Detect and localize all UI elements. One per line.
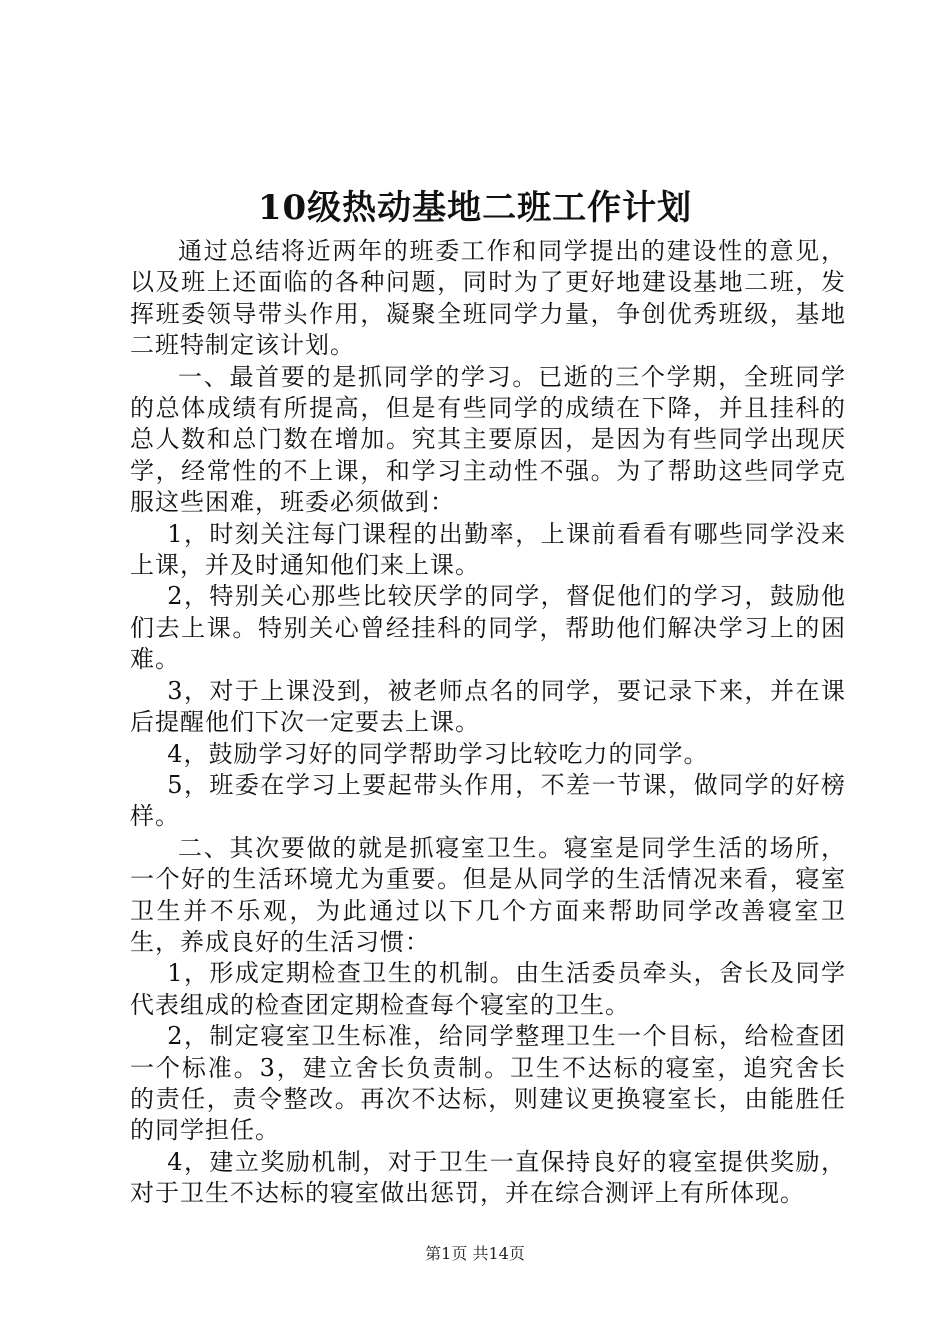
study-item-4: 4，鼓励学习好的同学帮助学习比较吃力的同学。: [167, 739, 709, 768]
section-study-heading-paragraph: 一、最首要的是抓同学的学习。已逝的三个学期，全班同学的总体成绩有所提高，但是有些同学的成绩在下降，并且挂科的总人数和总门数在增加。究其主要原因，是因为有些同学出现厌学，经常性的不上课，和学习主动性不强。为了帮助这些同学克服这些困难，班委必须做到：: [130, 362, 846, 517]
study-item-3: 3，对于上课没到，被老师点名的同学，要记录下来，并在课后提醒他们下次一定要去上课。: [130, 676, 846, 737]
page-footer: [0, 1243, 950, 1265]
intro-paragraph: 通过总结将近两年的班委工作和同学提出的建设性的意见，以及班上还面临的各种问题，同时为了更好地建设基地二班，发挥班委领导带头作用，凝聚全班同学力量，争创优秀班级，基地二班特制定该计划。: [130, 237, 846, 360]
dorm-item-2-3: 2，制定寝室卫生标准，给同学整理卫生一个目标，给检查团一个标准。3，建立舍长负责制。卫生不达标的寝室，追究舍长的责任，责令整改。再次不达标，则建议更换寝室长，由能胜任的同学担任。: [130, 1022, 846, 1145]
study-item-1: 1，时刻关注每门课程的出勤率，上课前看看有哪些同学没来上课，并及时通知他们来上课。: [130, 519, 846, 580]
page-number: 第1页: [425, 1244, 468, 1263]
dorm-item-4: 4，建立奖励机制，对于卫生一直保持良好的寝室提供奖励，对于卫生不达标的寝室做出惩罚，并在综合测评上有所体现。: [130, 1147, 846, 1208]
page-total: 共14页: [472, 1244, 525, 1263]
document-body: [130, 236, 846, 1210]
document-title: 10级热动基地二班工作计划: [257, 188, 693, 228]
dorm-item-1: 1，形成定期检查卫生的机制。由生活委员牵头，舍长及同学代表组成的检查团定期检查每个寝室的卫生。: [130, 959, 846, 1019]
study-item-2: 2，特别关心那些比较厌学的同学，督促他们的学习，鼓励他们去上课。特别关心曾经挂科的同学，帮助他们解决学习上的困难。: [130, 582, 846, 674]
study-item-5: 5，班委在学习上要起带头作用，不差一节课，做同学的好榜样。: [130, 770, 846, 831]
section-dorm-heading-paragraph: 二、其次要做的就是抓寝室卫生。寝室是同学生活的场所，一个好的生活环境尤为重要。但是从同学的生活情况来看，寝室卫生并不乐观，为此通过以下几个方面来帮助同学改善寝室卫生，养成良好的生活习惯：: [130, 833, 846, 956]
